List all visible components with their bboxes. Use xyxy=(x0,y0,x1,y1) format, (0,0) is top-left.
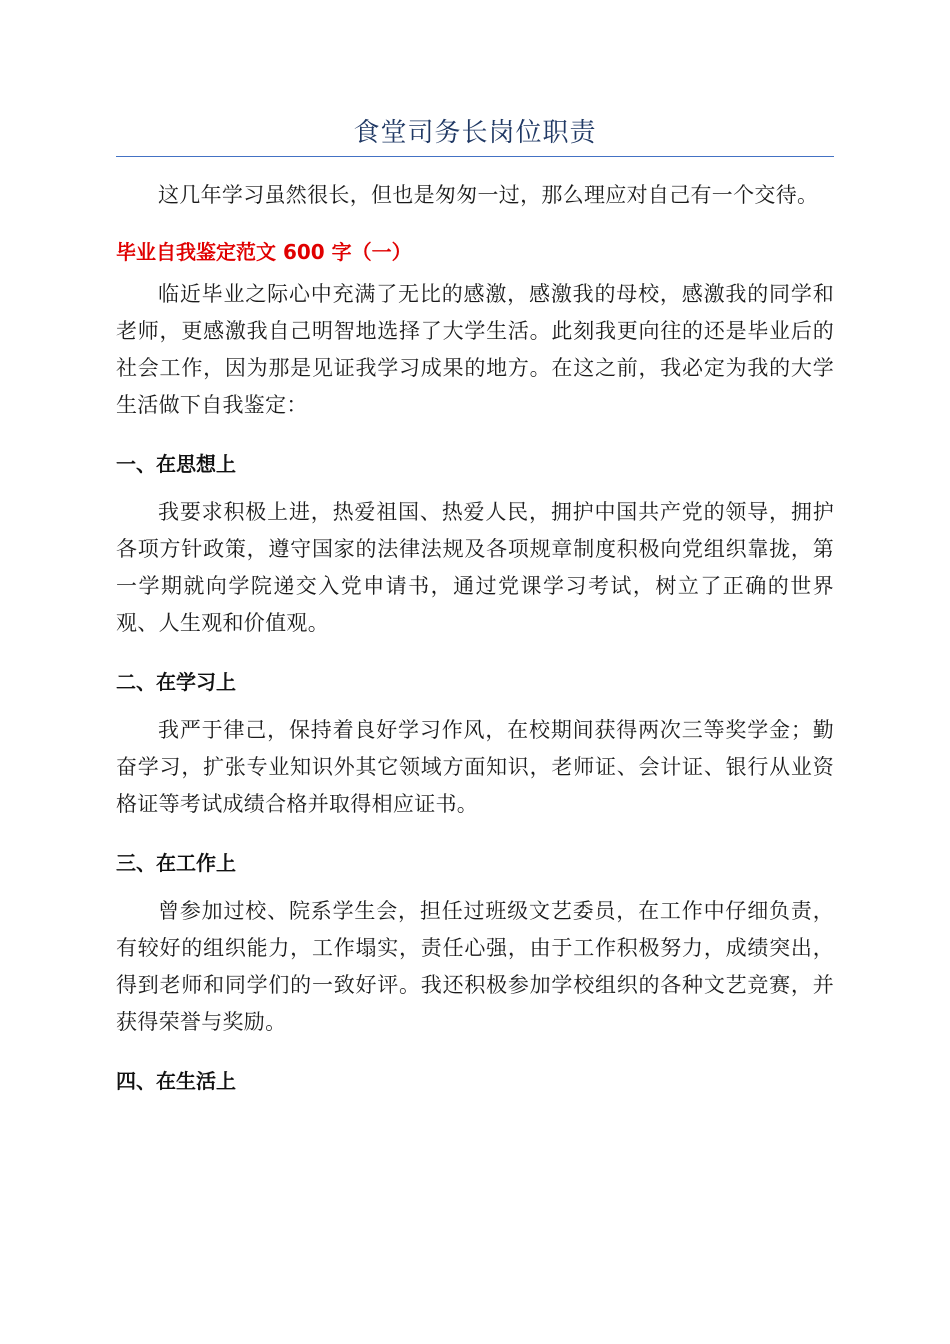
opening-paragraph: 临近毕业之际心中充满了无比的感激，感激我的母校，感激我的同学和老师，更感激我自己明智地选择了大学生活。此刻我更向往的还是毕业后的社会工作，因为那是见证我学习成果的地方。在这之前，我必定为我的大学生活做下自我鉴定： xyxy=(116,282,834,417)
subtitle-heading: 毕业自我鉴定范文 600 字（一） xyxy=(116,240,412,264)
section-body-study: 我严于律己，保持着良好学习作风，在校期间获得两次三等奖学金；勤奋学习，扩张专业知识外其它领域方面知识，老师证、会计证、银行从业资格证等考试成绩合格并取得相应证书。 xyxy=(116,718,834,816)
document-page xyxy=(116,0,834,1111)
intro-paragraph: 这几年学习虽然很长，但也是匆匆一过，那么理应对自己有一个交待。 xyxy=(158,183,819,207)
section-heading-thought: 一、在思想上 xyxy=(116,452,236,476)
section-heading-study: 二、在学习上 xyxy=(116,670,236,694)
section-heading-work: 三、在工作上 xyxy=(116,851,236,875)
section-heading-life: 四、在生活上 xyxy=(116,1069,236,1093)
section-body-work: 曾参加过校、院系学生会，担任过班级文艺委员，在工作中仔细负责，有较好的组织能力，工作塌实，责任心强，由于工作积极努力，成绩突出，得到老师和同学们的一致好评。我还积极参加学校组织的各种文艺竞赛，并获得荣誉与奖励。 xyxy=(116,899,834,1034)
section-body-thought: 我要求积极上进，热爱祖国、热爱人民，拥护中国共产党的领导，拥护各项方针政策，遵守国家的法律法规及各项规章制度积极向党组织靠拢，第一学期就向学院递交入党申请书，通过党课学习考试，树立了正确的世界观、人生观和价值观。 xyxy=(116,500,834,635)
document-title: 食堂司务长岗位职责 xyxy=(116,112,834,157)
